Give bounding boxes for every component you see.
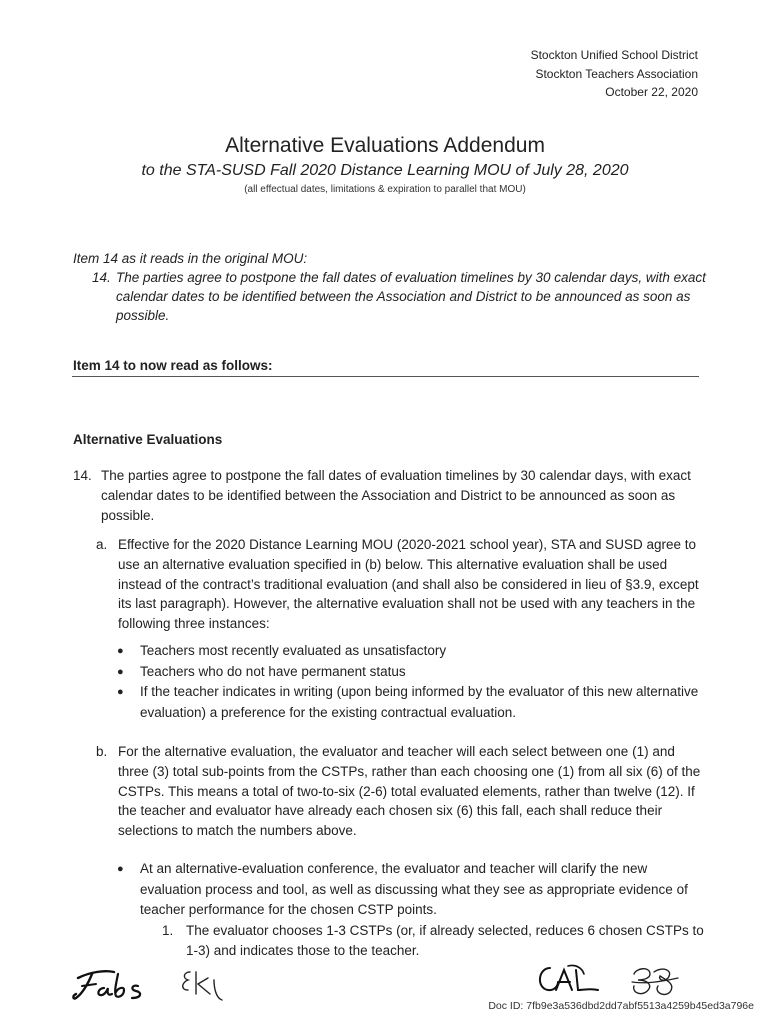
header-line-date: October 22, 2020 xyxy=(605,85,698,99)
bullet-text: Teachers most recently evaluated as unsatisfactory xyxy=(140,643,447,658)
district-header xyxy=(531,46,698,102)
sub-item-text: The evaluator chooses 1-3 CSTPs (or, if already selected, reduces 6 chosen CSTPs to 1-3) and indicates those to the teacher. xyxy=(186,923,704,958)
bullet-text: Teachers who do not have permanent status xyxy=(140,663,406,679)
item-a xyxy=(96,535,706,634)
item-14 xyxy=(73,466,703,525)
alternative-evaluations-heading: Alternative Evaluations xyxy=(73,432,223,447)
original-item-label: Item 14 as it reads in the original MOU: xyxy=(73,251,308,266)
document-id: Doc ID: 7fb9e3a536dbd2dd7abf5513a4259b45ed3a796e xyxy=(488,1000,754,1012)
item-b xyxy=(96,742,706,841)
item-b-sub-item-1 xyxy=(162,921,707,961)
now-reads-label: Item 14 to now read as follows: xyxy=(73,358,273,373)
bullet-icon: ● xyxy=(117,665,124,678)
list-item xyxy=(117,682,707,723)
page-title: Alternative Evaluations Addendum xyxy=(225,134,545,157)
item-a-text: Effective for the 2020 Distance Learning MOU (2020-2021 school year), STA and SUSD agree to use an alternative evaluation specified in (b) below. This alternative evaluation shall be used instead of the contract’s traditional evaluation (and shall also be considered in lieu of §3.9, except its last paragraph). However, the alternative evaluation shall not be used with any teachers in the following three instances: xyxy=(118,537,699,632)
header-line-association: Stockton Teachers Association xyxy=(535,66,698,81)
signature-initials-2 xyxy=(176,964,232,1008)
item-b-text: For the alternative evaluation, the evaluator and teacher will each select between one (1) and three (3) total sub-points from the CSTPs, rather than each choosing one (1) from all six (6) of the CSTPs. This means a total of two-to-six (2-6) total evaluated elements, rather than twelve (12). If the teacher and evaluator have already each chosen six (6) this fall, each shall reduce their selections to match the numbers above. xyxy=(118,744,701,839)
item-a-bullet-list xyxy=(117,641,707,723)
sub-item-number: 1. xyxy=(162,923,174,938)
bullet-icon: ● xyxy=(117,863,124,875)
signature-initials-3 xyxy=(532,960,604,1002)
original-item-text: The parties agree to postpone the fall dates of evaluation timelines by 30 calendar days, with exact calendar dates to be identified between the Association and District to be announced as soon as possible. xyxy=(116,270,706,323)
bullet-icon: ● xyxy=(117,686,124,698)
item-14-text: The parties agree to postpone the fall dates of evaluation timelines by 30 calendar days, with exact calendar dates to be identified between the Association and District to be announced as soon as possible. xyxy=(101,468,691,523)
list-item xyxy=(117,641,707,662)
bullet-icon: ● xyxy=(117,645,124,657)
page-subtitle: to the STA-SUSD Fall 2020 Distance Learning MOU of July 28, 2020 xyxy=(141,162,629,179)
original-item xyxy=(92,268,712,325)
signature-initials-1 xyxy=(70,962,160,1006)
effectual-dates-note: (all effectual dates, limitations & expiration to parallel that MOU) xyxy=(244,184,526,195)
header-line-district: Stockton Unified School District xyxy=(530,48,698,62)
item-b-bullet-list xyxy=(117,859,707,921)
bullet-text: If the teacher indicates in writing (upon being informed by the evaluator of this new alternative evaluation) a preference for the existing contractual evaluation. xyxy=(140,684,699,720)
list-item xyxy=(117,662,707,683)
section-divider xyxy=(72,376,699,377)
list-item xyxy=(117,859,707,921)
signature-initials-4 xyxy=(624,962,684,1002)
bullet-text: At an alternative-evaluation conference, the evaluator and teacher will clarify the new evaluation process and tool, as well as discussing what they see as appropriate evidence of teacher performance for the chosen CSTP points. xyxy=(140,861,688,917)
item-14-number: 14. xyxy=(73,468,92,483)
original-item-number: 14. xyxy=(92,270,111,285)
item-a-letter: a. xyxy=(96,537,108,552)
item-b-letter: b. xyxy=(96,744,108,759)
